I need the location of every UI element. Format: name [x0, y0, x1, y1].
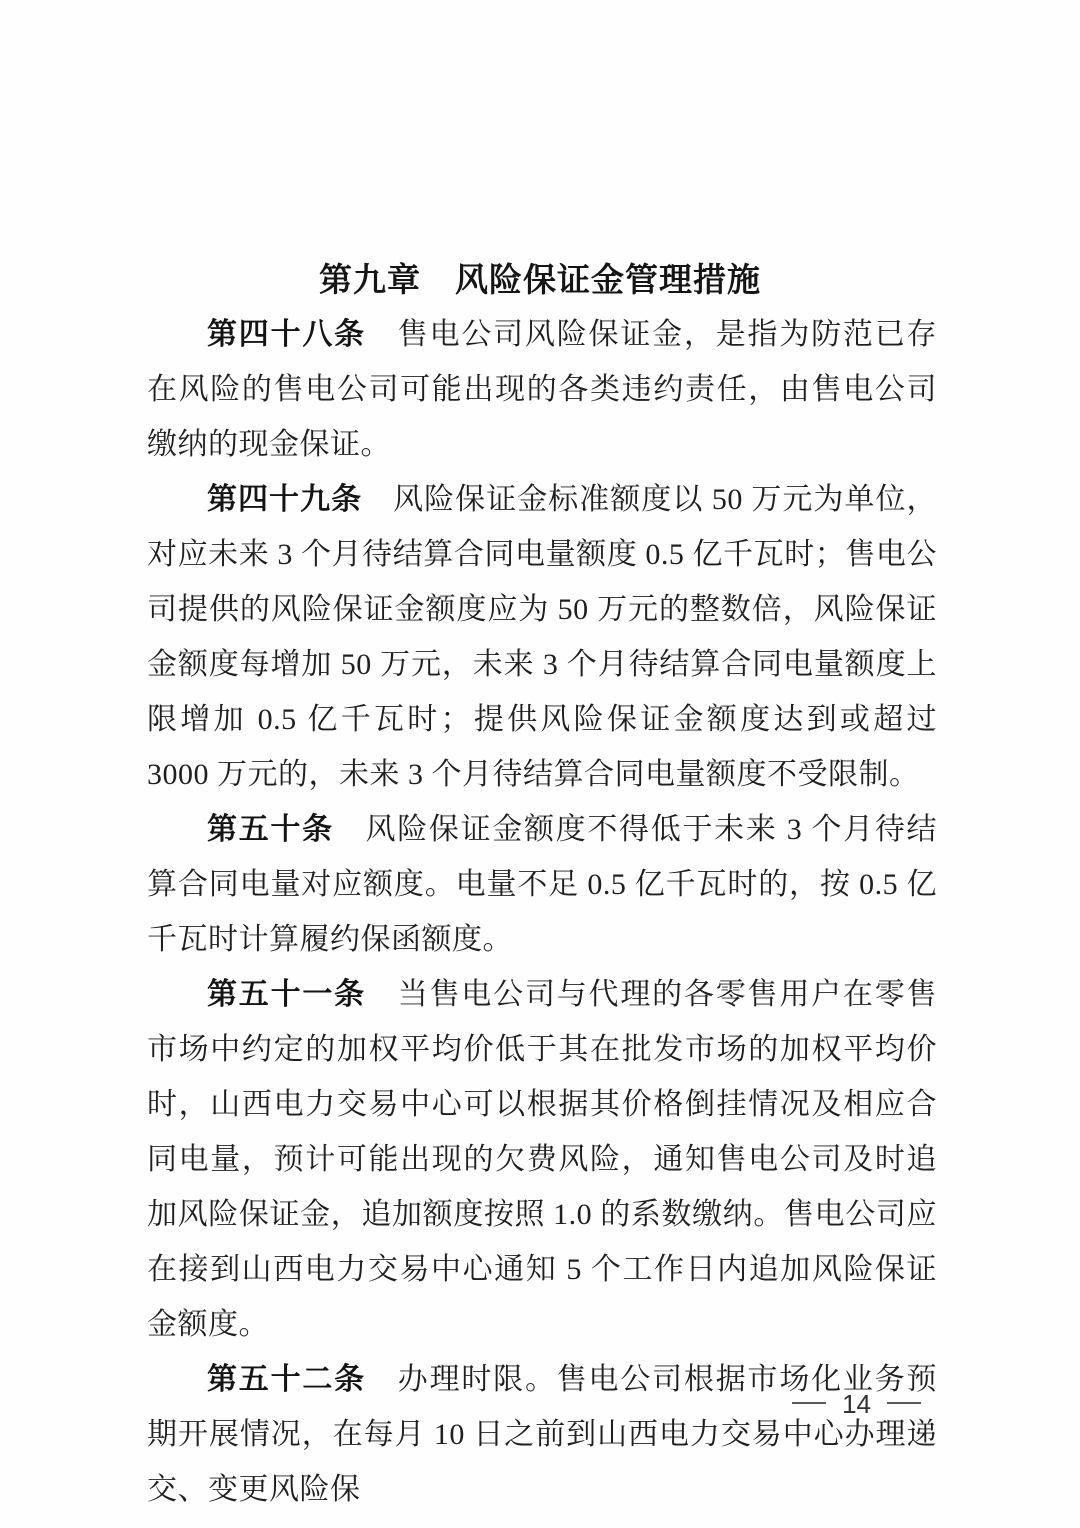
article-text: 风险保证金标准额度以 50 万元为单位，对应未来 3 个月待结算合同电量额度 0.5 亿千瓦时；售电公司提供的风险保证金额度应为 50 万元的整数倍，风险保证金额度每增加 50 万元，未来 3 个月待结算合同电量额度上限增加 0.5 亿千瓦时；提供风险保证金额度达到或超过 3000 万元的，未来 3 个月待结算合同电量额度不受限制。: [147, 483, 938, 791]
page-number: 14: [842, 1389, 871, 1419]
article-number: 第五十条: [207, 813, 334, 846]
article-text: 风险保证金额度不得低于未来 3 个月待结算合同电量对应额度。电量不足 0.5 亿千瓦时的，按 0.5 亿千瓦时计算履约保函额度。: [147, 813, 938, 956]
chapter-heading: 第九章 风险保证金管理措施: [319, 261, 761, 298]
page-footer: [776, 1389, 937, 1420]
article-number: 第四十九条: [207, 483, 363, 516]
paragraph-article-51: [147, 967, 937, 1352]
paragraph-article-50: [147, 802, 937, 967]
article-number: 第四十八条: [207, 318, 366, 351]
paragraph-article-48: [147, 307, 937, 472]
paragraph-article-49: [147, 472, 937, 802]
article-text: 办理时限。售电公司根据市场化业务预期开展情况，在每月 10 日之前到山西电力交易中心办理递交、变更风险保: [147, 1363, 938, 1506]
footer-dash-left: [792, 1402, 826, 1404]
article-number: 第五十二条: [207, 1363, 366, 1396]
document-body: [147, 307, 937, 1517]
footer-dash-right: [887, 1402, 921, 1404]
article-text: 售电公司风险保证金，是指为防范已存在风险的售电公司可能出现的各类违约责任，由售电公司缴纳的现金保证。: [147, 318, 938, 461]
article-text: 当售电公司与代理的各零售用户在零售市场中约定的加权平均价低于其在批发市场的加权平均价时，山西电力交易中心可以根据其价格倒挂情况及相应合同电量，预计可能出现的欠费风险，通知售电公司及时追加风险保证金，追加额度按照 1.0 的系数缴纳。售电公司应在接到山西电力交易中心通知 5 个工作日内追加风险保证金额度。: [147, 978, 938, 1341]
paragraph-article-52: [147, 1352, 937, 1517]
article-number: 第五十一条: [207, 978, 366, 1011]
